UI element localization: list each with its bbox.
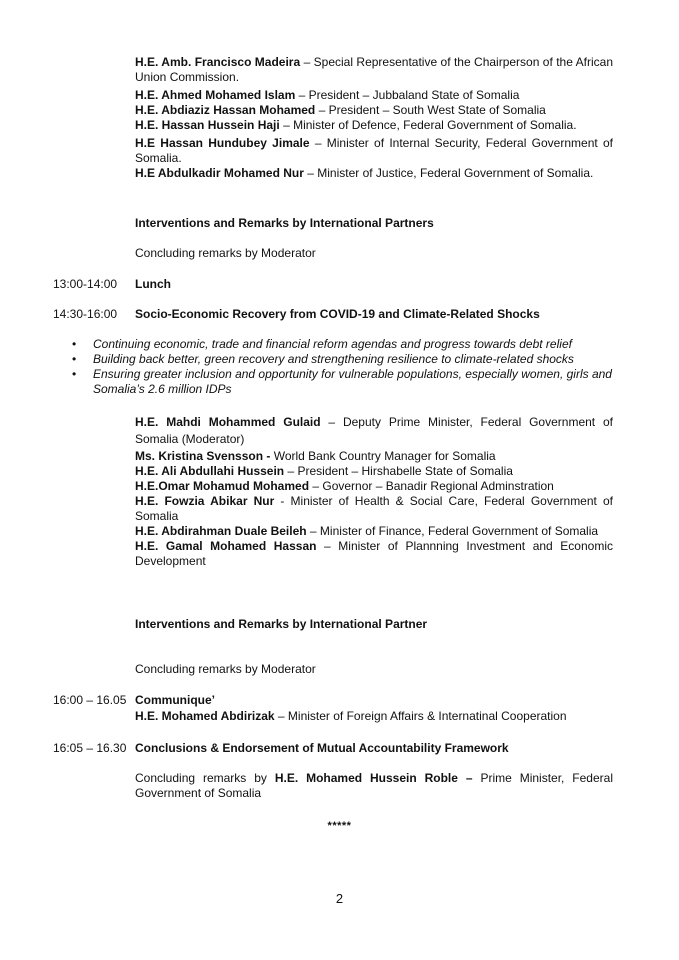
agenda-title: Conclusions & Endorsement of Mutual Accountability Framework — [135, 741, 509, 755]
speaker-entry — [135, 479, 613, 494]
bullet-item: • Continuing economic, trade and financial reform agendas and progress towards debt relief — [72, 337, 617, 352]
conclusions-speaker — [135, 771, 613, 801]
speaker-role: – President – Hirshabelle State of Somalia — [284, 464, 513, 478]
speaker-entry — [135, 494, 613, 524]
speaker-name: Ms. Kristina Svensson - — [135, 449, 271, 463]
speaker-name: H.E. Abdiaziz Hassan Mohamed — [135, 103, 316, 117]
speaker-entry — [135, 136, 613, 166]
speaker-name: H.E. Mahdi Mohammed Gulaid — [135, 415, 321, 429]
session2-bullet-list — [72, 337, 617, 397]
speaker-role: Prime Minister, Federal Government of Somalia — [135, 771, 613, 800]
agenda-title: Communique’ — [135, 693, 215, 707]
speaker-role: – Minister of Finance, Federal Government of Somalia — [306, 524, 599, 538]
speaker-name: H.E. Mohamed Abdirizak — [135, 709, 275, 723]
bullet-item: • Ensuring greater inclusion and opportunity for vulnerable populations, especially women, girls and Somalia’s 2.6 million IDPs — [72, 367, 617, 397]
speaker-role: – Minister of Justice, Federal Government of Somalia. — [303, 166, 594, 180]
agenda-title: Socio-Economic Recovery from COVID-19 and Climate-Related Shocks — [135, 307, 540, 321]
session1-speaker-list — [135, 55, 613, 181]
agenda-time: 16:05 – 16.30 — [53, 741, 127, 755]
speaker-entry — [135, 539, 613, 569]
concluding-prefix: Concluding remarks by — [135, 771, 275, 785]
session1-concluding-remarks: Concluding remarks by Moderator — [135, 246, 316, 260]
speaker-role: – Minister of Internal Security, Federal Government of Somalia. — [135, 136, 613, 165]
speaker-role: World Bank Country Manager for Somalia — [270, 449, 496, 463]
agenda-title: Lunch — [135, 277, 171, 291]
speaker-role: – President – Jubbaland State of Somalia — [295, 88, 520, 102]
speaker-entry — [135, 88, 613, 103]
separator-asterisks: ***** — [327, 820, 352, 832]
speaker-entry — [135, 464, 613, 479]
speaker-name: H.E. Gamal Mohamed Hassan — [135, 539, 317, 553]
speaker-name: H.E. Amb. Francisco Madeira — [135, 55, 301, 69]
speaker-role: – Governor – Banadir Regional Adminstration — [309, 479, 554, 493]
session2-speaker-list — [135, 414, 613, 569]
speaker-name: H.E. Abdirahman Duale Beileh — [135, 524, 307, 538]
speaker-entry — [135, 118, 613, 133]
agenda-time: 14:30-16:00 — [53, 307, 118, 321]
speaker-entry — [135, 449, 613, 464]
speaker-role: – Deputy Prime Minister, Federal Government of Somalia (Moderator) — [135, 415, 613, 446]
speaker-role: - Minister of Health & Social Care, Federal Government of Somalia — [135, 494, 613, 523]
bullet-item: • Building back better, green recovery and strengthening resilience to climate-related shocks — [72, 352, 617, 367]
speaker-role: – President – South West State of Somalia — [315, 103, 546, 117]
speaker-entry — [135, 103, 613, 118]
agenda-row-session2 — [53, 307, 613, 322]
speaker-entry — [135, 55, 613, 85]
speaker-role: – Special Representative of the Chairperson of the African Union Commission. — [135, 55, 613, 84]
session2-interventions-heading: Interventions and Remarks by International Partner — [135, 617, 428, 631]
agenda-time: 16:00 – 16.05 — [53, 693, 127, 707]
speaker-name: H.E Abdulkadir Mohamed Nur — [135, 166, 304, 180]
session2-concluding-remarks: Concluding remarks by Moderator — [135, 662, 316, 676]
speaker-name: H.E. Ahmed Mohamed Islam — [135, 88, 296, 102]
agenda-row-conclusions — [53, 741, 613, 756]
speaker-name: H.E. Hassan Hussein Haji — [135, 118, 280, 132]
communique-speaker — [135, 709, 613, 724]
speaker-role: – Minister of Plannning Investment and Economic Development — [135, 539, 613, 568]
speaker-role: – Minister of Defence, Federal Government of Somalia. — [279, 118, 577, 132]
speaker-entry — [135, 414, 613, 448]
session1-interventions-heading: Interventions and Remarks by International Partners — [135, 216, 434, 230]
speaker-entry — [135, 524, 613, 539]
page-number: 2 — [335, 891, 344, 906]
speaker-name: H.E.Omar Mohamud Mohamed — [135, 479, 310, 493]
agenda-row-communique — [53, 693, 613, 708]
agenda-row-lunch — [53, 277, 613, 292]
agenda-time: 13:00-14:00 — [53, 277, 118, 291]
speaker-entry — [135, 166, 613, 181]
speaker-role: – Minister of Foreign Affairs & Internatinal Cooperation — [274, 709, 567, 723]
speaker-name: H.E. Mohamed Hussein Roble – — [274, 771, 473, 785]
speaker-name: H.E. Ali Abdullahi Hussein — [135, 464, 285, 478]
speaker-name: H.E Hassan Hundubey Jimale — [135, 136, 310, 150]
speaker-name: H.E. Fowzia Abikar Nur — [135, 494, 275, 508]
